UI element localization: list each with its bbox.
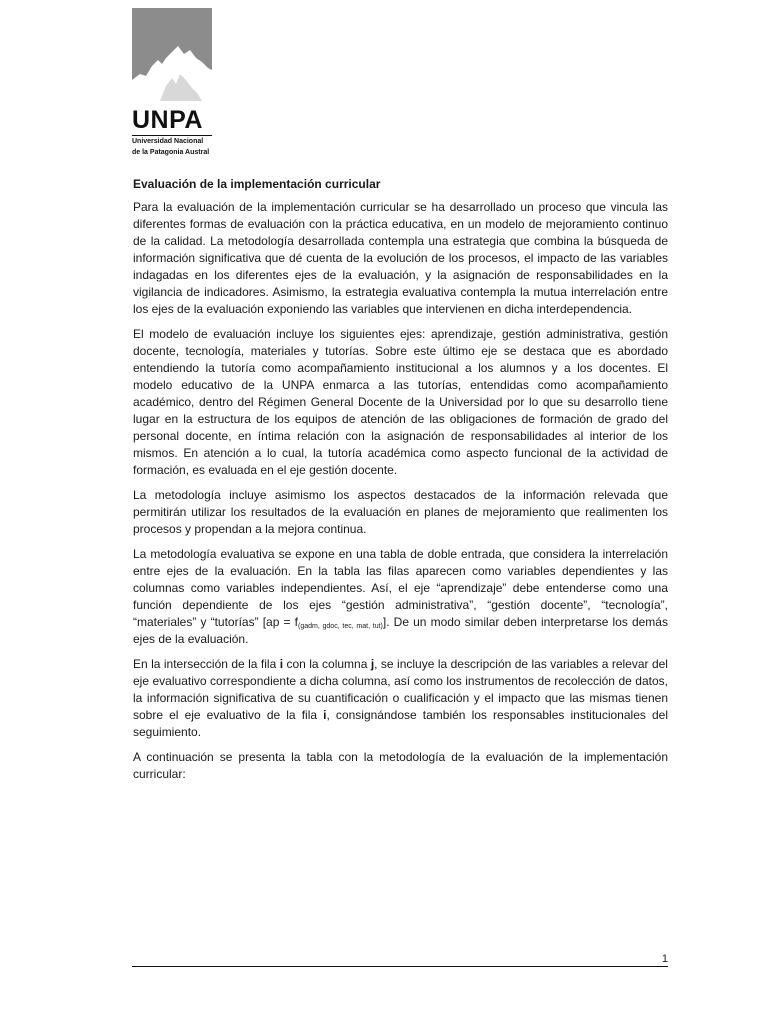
paragraph-5 bbox=[133, 656, 668, 741]
paragraph-2: El modelo de evaluación incluye los siguientes ejes: aprendizaje, gestión administrativa, gestión docente, tecnología, materiales y tutorías. Sobre este último eje se destaca que es abordado entendiendo la tutoría como acompañamiento institucional a los alumnos y a los docentes. El modelo educativo de la UNPA enmarca a las tutorías, entendidas como acompañamiento académico, dentro del Régimen General Docente de la Universidad por lo que su desarrollo tiene lugar en la estructura de los equipos de atención de las obligaciones de formación de grado del personal docente, en íntima relación con la asignación de responsabilidades al interior de los mismos. En atención a lo cual, la tutoría académica como aspecto funcional de la actividad de formación, es evaluada en el eje gestión docente. bbox=[133, 327, 668, 477]
paragraph-5-text-c: , se incluye la descripción de las variables a relevar del eje evaluativo correspondiente a dicha columna, así como los instrumentos de recolección de datos, la información significativa de su cuantificación o cualificación y el impacto que las mismas tienen sobre el eje evaluativo de la fila bbox=[133, 657, 668, 722]
page-number: 1 bbox=[661, 953, 668, 965]
paragraph-3: La metodología incluye asimismo los aspectos destacados de la información relevada que permitirán utilizar los resultados de la evaluación en planes de mejoramiento que realimenten los procesos y propendan a la mejora continua. bbox=[133, 488, 668, 536]
paragraph-5-text-b: con la columna bbox=[283, 657, 371, 671]
document-title: Evaluación de la implementación curricular bbox=[133, 177, 381, 191]
row-index-i: i bbox=[279, 657, 284, 671]
paragraph-6: A continuación se presenta la tabla con la metodología de la evaluación de la implementación curricular: bbox=[133, 750, 668, 781]
logo-subtitle-line1: Universidad Nacional bbox=[132, 138, 204, 145]
paragraph-4-text-b: ]. De un modo similar deben interpretarse los demás ejes de la evaluación. bbox=[133, 615, 668, 646]
logo-divider bbox=[132, 135, 212, 136]
logo-subtitle-line2: de la Patagonia Austral bbox=[132, 148, 210, 156]
function-subscript: (gadm, gdoc, tec, mat, tut) bbox=[298, 623, 383, 630]
logo-name: UNPA bbox=[132, 106, 203, 134]
paragraph-5-text-d: , consignándose también los responsables institucionales del seguimiento. bbox=[133, 708, 668, 739]
paragraph-4 bbox=[133, 546, 668, 648]
paragraph-4-text-a: La metodología evaluativa se expone en una tabla de doble entrada, que considera la interrelación entre ejes de la evaluación. En la tabla las filas aparecen como variables dependientes y las columnas como variables independientes. Así, el eje “aprendizaje” debe entenderse como una función dependiente de los ejes “gestión administrativa”, “gestión docente”, “tecnología”, “materiales” y “tutorías” [ap = f bbox=[133, 547, 668, 629]
paragraph-1: Para la evaluación de la implementación curricular se ha desarrollado un proceso que vincula las diferentes formas de evaluación con la práctica educativa, en un modelo de mejoramiento continuo de la calidad. La metodología desarrollada contempla una estrategia que combina la búsqueda de información significativa que dé cuenta de la evolución de los procesos, el impacto de las variables indagadas en los diferentes ejes de la evaluación, y la asignación de responsabilidades en la vigilancia de indicadores. Asimismo, la estrategia evaluativa contempla la mutua interrelación entre los ejes de la evaluación exponiendo las variables que intervienen en dicha interdependencia. bbox=[133, 200, 668, 316]
column-index-j: j bbox=[370, 657, 375, 671]
mountain-logo-icon bbox=[132, 8, 212, 101]
footer-divider bbox=[132, 966, 668, 967]
row-index-i-second: i bbox=[323, 708, 327, 722]
paragraph-5-text-a: En la intersección de la fila bbox=[133, 657, 280, 671]
unpa-logo bbox=[132, 8, 212, 157]
document-body bbox=[133, 176, 668, 791]
